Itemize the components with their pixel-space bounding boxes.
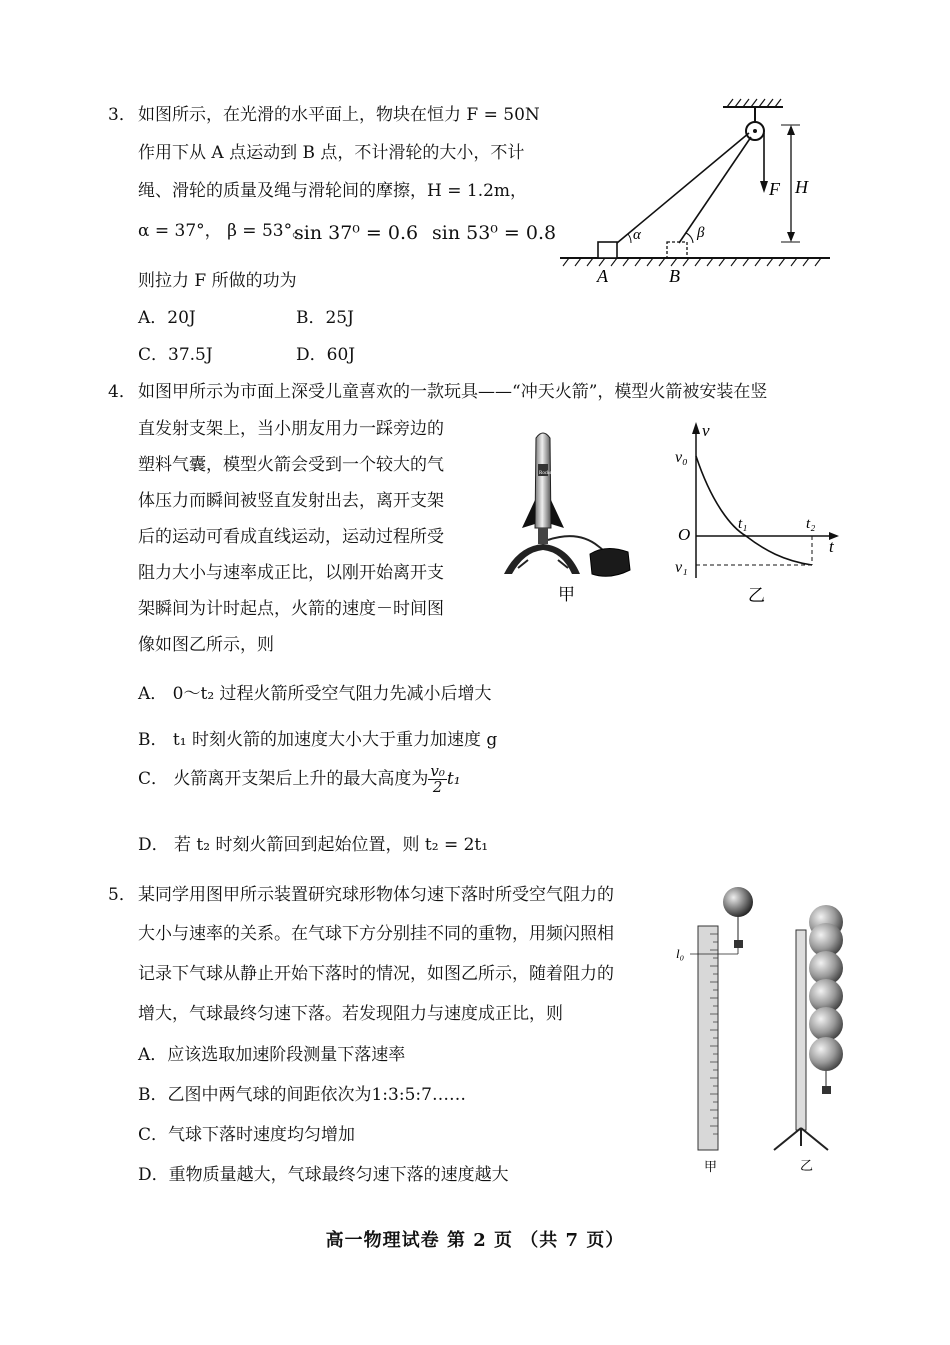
question-text-line: 阻力大小与速率成正比，以刚开始离开支 xyxy=(138,563,444,583)
question-text-line: 如图所示，在光滑的水平面上，物块在恒力 F = 50N xyxy=(138,105,540,125)
velocity-time-graph xyxy=(672,418,844,608)
rocket-icon xyxy=(535,433,551,528)
question-text-line: 塑料气囊，模型火箭会受到一个较大的气 xyxy=(138,455,444,475)
v1-label: v₁ xyxy=(675,559,688,576)
velocity-curve xyxy=(696,456,812,565)
question-text-line: 则拉力 F 所做的功为 xyxy=(138,271,297,291)
option-c-t1: t₁ xyxy=(446,769,461,789)
option-d: D．60J xyxy=(296,345,356,365)
figure-jia-label: 甲 xyxy=(558,585,575,604)
height-label: H xyxy=(795,177,808,197)
question-text-line: 体压力而瞬间被竖直发射出去，离开支架 xyxy=(138,491,444,511)
axis-t-label: t xyxy=(829,537,834,556)
sin53-value: sin 53⁰ = 0.8 xyxy=(432,222,557,244)
option-a: A．应该选取加速阶段测量下落速率 xyxy=(138,1045,406,1065)
option-c: C．37.5J xyxy=(138,345,213,365)
balloon-icon xyxy=(723,887,753,917)
option-d: D．重物质量越大，气球最终匀速下落的速度越大 xyxy=(138,1165,509,1185)
t1-label: t₁ xyxy=(738,516,748,532)
question-text-line: 某同学用图甲所示装置研究球形物体匀速下落时所受空气阻力的 xyxy=(138,885,614,905)
balloon-icon xyxy=(809,1037,843,1071)
option-b: B．25J xyxy=(296,308,354,328)
page-footer: 高一物理试卷 第 2 页 （共 7 页） xyxy=(325,1230,625,1251)
l0-label: l₀ xyxy=(676,946,685,961)
point-a-label: A xyxy=(597,266,608,286)
balloon-icon xyxy=(809,1007,843,1041)
question-text-line: 记录下气球从静止开始下落时的情况，如图乙所示，随着阻力的 xyxy=(138,964,614,984)
question-number: 3． xyxy=(108,105,136,125)
alpha-label: α xyxy=(633,227,641,243)
question-text-line: 大小与速率的关系。在气球下方分别挂不同的重物，用频闪照相 xyxy=(138,924,614,944)
weight-icon xyxy=(822,1086,831,1094)
rocket-figure xyxy=(498,428,638,608)
force-label: F xyxy=(769,179,780,199)
figure-jia-label: 甲 xyxy=(704,1159,718,1174)
origin-label: O xyxy=(678,525,691,544)
v0-label: v₀ xyxy=(675,449,688,466)
question-text-line: 像如图乙所示，则 xyxy=(138,635,274,655)
question-text-line: 如图甲所示为市面上深受儿童喜欢的一款玩具——“冲天火箭”，模型火箭被安装在竖 xyxy=(138,382,768,402)
question-text-line: α = 37°， β = 53°。 xyxy=(138,221,310,241)
block-b xyxy=(667,242,687,258)
block-a xyxy=(598,242,617,258)
figure-yi-label: 乙 xyxy=(748,586,765,605)
sin37-value: sin 37⁰ = 0.6 xyxy=(294,222,419,244)
pulley-figure xyxy=(555,95,840,290)
strobe-balloons-figure xyxy=(770,900,860,1180)
option-c-text: C． 火箭离开支架后上升的最大高度为 xyxy=(138,769,429,789)
balloon-ruler-figure xyxy=(672,878,772,1178)
rocket-brand-text: Rocket xyxy=(539,471,554,476)
option-a: A． 0～t₂ 过程火箭所受空气阻力先减小后增大 xyxy=(138,684,492,704)
question-text-line: 绳、滑轮的质量及绳与滑轮间的摩擦，H = 1.2m， xyxy=(138,181,528,201)
figure-yi-label: 乙 xyxy=(800,1158,814,1173)
option-d: D． 若 t₂ 时刻火箭回到起始位置，则 t₂ = 2t₁ xyxy=(138,835,489,855)
question-number: 5． xyxy=(108,885,136,905)
option-c: C．气球下落时速度均匀增加 xyxy=(138,1125,356,1145)
option-a: A．20J xyxy=(138,308,196,328)
point-b-label: B xyxy=(669,266,680,286)
support-pole xyxy=(796,930,806,1130)
question-number: 4． xyxy=(108,382,136,402)
question-text-line: 后的运动可看成直线运动，运动过程所受 xyxy=(138,527,444,547)
question-text-line: 作用下从 A 点运动到 B 点，不计滑轮的大小，不计 xyxy=(138,143,525,163)
axis-v-label: v xyxy=(702,421,710,440)
t2-label: t₂ xyxy=(806,516,816,532)
tripod-stand xyxy=(774,1128,828,1150)
arrow-down-icon xyxy=(760,181,768,193)
option-b: B．乙图中两气球的间距依次为1:3:5:7…… xyxy=(138,1085,466,1105)
question-text-line: 架瞬间为计时起点，火箭的速度－时间图 xyxy=(138,599,444,619)
question-text-line: 直发射支架上，当小朋友用力一踩旁边的 xyxy=(138,419,444,439)
beta-label: β xyxy=(697,225,705,241)
option-b: B． t₁ 时刻火箭的加速度大小大于重力加速度 g xyxy=(138,730,498,750)
option-c xyxy=(138,764,461,795)
question-text-line: 增大，气球最终匀速下落。若发现阻力与速度成正比，则 xyxy=(138,1004,563,1024)
fraction-v0-over-2: $\frac{\text{v₀}}{2}$ xyxy=(430,762,445,796)
weight-icon xyxy=(734,940,743,948)
